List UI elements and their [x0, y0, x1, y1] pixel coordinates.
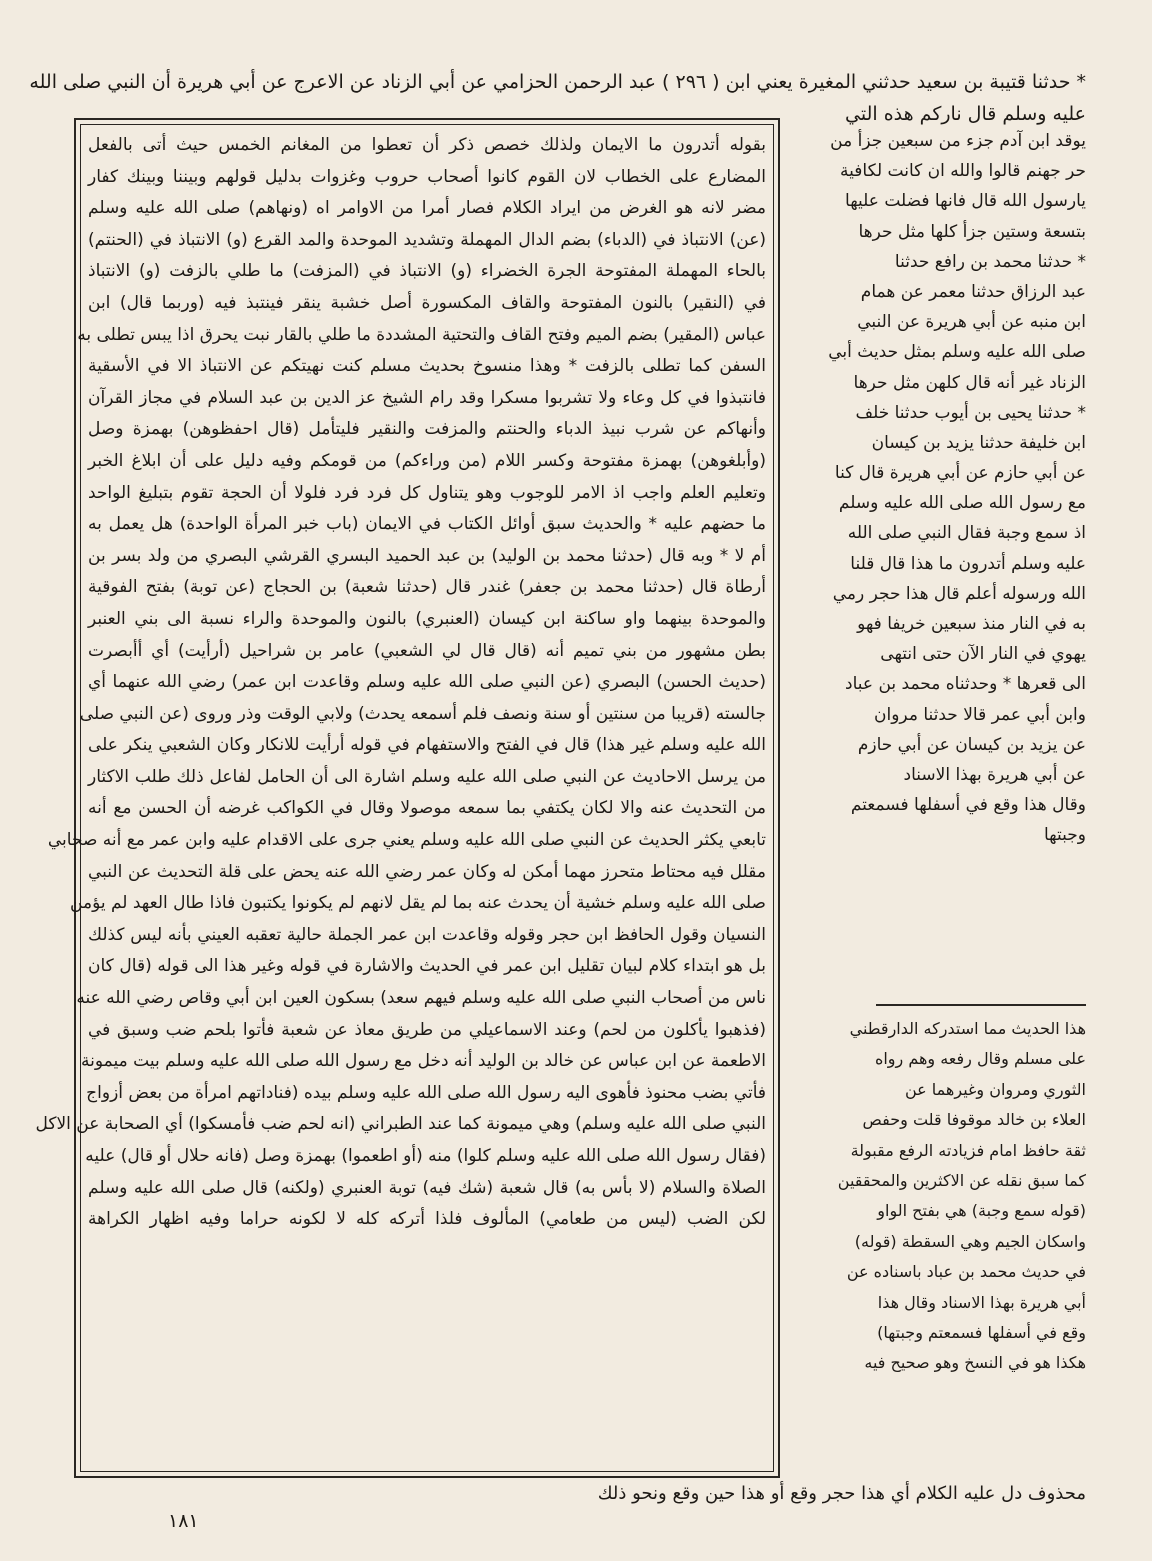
header-line: عليه وسلم قال ناركم هذه التي	[845, 103, 1086, 125]
hadith-line: به في النار منذ سبعين خريفا فهو	[857, 614, 1086, 634]
commentary-line: صلى الله عليه وسلم خشية أن يحدث عنه بما لم يقل لانهم لم يكونوا يكتبون فاذا طال العهد لم يؤمن	[70, 893, 766, 914]
nawawi-line: هكذا هو في النسخ وهو صحيح فيه	[864, 1353, 1086, 1373]
hadith-line: صلى الله عليه وسلم بمثل حديث أبي	[828, 342, 1086, 363]
nawawi-line: (قوله سمع وجبة) هي بفتح الواو	[877, 1201, 1086, 1221]
hadith-line: * حدثنا محمد بن رافع حدثنا	[894, 251, 1086, 272]
hadith-line: عن يزيد بن كيسان عن أبي حازم	[857, 734, 1086, 755]
commentary-line: بقوله أتدرون ما الايمان ولذلك خصص ذكر أن تعطوا من المغانم الخمس حيث أتى بالفعل	[88, 135, 766, 155]
commentary-line: مضر لانه هو الغرض من ايراد الكلام فصار أمرا من الاوامر اه (ونهاهم) صلى الله عليه وسلم	[88, 198, 766, 219]
commentary-line: جالسته (قريبا من سنتين أو سنة ونصف فلم أسمعه يحدث) ولابي الوقت وذر وروى (عن النبي صلى	[79, 703, 766, 724]
commentary-line: (وأبلغوهن) بهمزة مفتوحة وكسر اللام (من وراءكم) من قومكم وفيه دليل على أن ابلاغ الخبر	[88, 450, 766, 471]
nawawi-commentary-column	[837, 1014, 1086, 1379]
hadith-line: مع رسول الله صلى الله عليه وسلم	[838, 493, 1086, 514]
commentary-line: تابعي يكثر الحديث عن النبي صلى الله عليه وسلم يعني جرى على الاقدام عليه وابن عمر مع أنه صحابي	[47, 830, 766, 851]
commentary-line: أرطاة قال (حدثنا محمد بن جعفر) غندر قال (حدثنا شعبة) بن الحجاج (عن توبة) بفتح الفوقية	[88, 577, 766, 598]
hadith-line: عليه وسلم أتدرون ما هذا قال قلنا	[850, 553, 1086, 574]
hadith-line: وابن أبي عمر قالا حدثنا مروان	[874, 704, 1086, 725]
commentary-line: المضارع على الخطاب لان القوم كانوا أصحاب حروب وغزوات بدليل قولهم وبيننا وبينك كفار	[88, 166, 766, 187]
nawawi-line: واسكان الجيم وهي السقطة (قوله)	[854, 1231, 1086, 1251]
hadith-line: يهوي في النار الآن حتى انتهى	[880, 644, 1086, 665]
hadith-line: وقال هذا وقع في أسفلها فسمعتم	[850, 795, 1086, 816]
commentary-line: بالحاء المهملة المفتوحة الجرة الخضراء (و) الانتباذ في (المزفت) ما طلي بالزفت (و) الانتباذ	[88, 261, 766, 282]
commentary-line: النسيان وقول الحافظ ابن حجر وقوله وقاعدت ابن عمر الجملة حالية تعقبه العيني بأنه ليس كذلك	[88, 924, 766, 945]
nawawi-line: هذا الحديث مما استدركه الدارقطني	[849, 1019, 1086, 1038]
commentary-line: (فذهبوا يأكلون من لحم) وعند الاسماعيلي من طريق معاذ عن شعبة فأتوا بلحم ضب وسبق في	[88, 1019, 766, 1040]
hadith-line: الله ورسوله أعلم قال هذا حجر رمي	[832, 583, 1086, 604]
commentary-line: فانتبذوا في كل وعاء ولا تشربوا مسكرا وقد رام الشيخ عز الدين بن عبد السلام في مجاز القرآن	[88, 387, 766, 408]
hadith-line: الى قعرها * وحدثناه محمد بن عباد	[845, 674, 1086, 695]
hadith-line: الزناد غير أنه قال كلهن مثل حرها	[853, 372, 1086, 393]
hadith-line: بتسعة وستين جزأ كلها مثل حرها	[858, 221, 1086, 242]
commentary-line: فأتي بضب محنوذ فأهوى اليه رسول الله صلى الله عليه وسلم بيده (فناداتهم امرأة من بعض أزواج	[86, 1082, 766, 1103]
hadith-line: يوقد ابن آدم جزء من سبعين جزأ من	[830, 131, 1086, 151]
hadith-line: عن أبي هريرة بهذا الاسناد	[903, 764, 1086, 785]
commentary-line: في (النقير) بالنون المفتوحة والقاف المكسورة أصل خشبة ينقر فينتبذ فيه (وربما قال) ابن	[88, 292, 766, 313]
hadith-line: ابن خليفة حدثنا يزيد بن كيسان	[871, 432, 1086, 453]
commentary-line: لكن الضب (ليس من طعامي) المألوف فلذا أتركه كله لا لكونه حراما وفيه اظهار الكراهة	[88, 1209, 766, 1230]
commentary-line: الصلاة والسلام (لا بأس به) قال شعبة (شك فيه) توبة العنبري (ولكنه) قال صلى الله عليه وسلم	[88, 1177, 766, 1198]
column-divider	[876, 1004, 1086, 1006]
nawawi-line: العلاء بن خالد موقوفا قلت وحفص	[862, 1110, 1086, 1130]
commentary-line: ما حضهم عليه * والحديث سبق أوائل الكتاب في الايمان (باب خبر المرأة الواحدة) هل يعمل به	[88, 514, 766, 535]
hadith-line: * حدثنا يحيى بن أيوب حدثنا خلف	[855, 402, 1086, 423]
nawawi-line: أبي هريرة بهذا الاسناد وقال هذا	[877, 1292, 1086, 1312]
commentary-line: ناس من أصحاب النبي صلى الله عليه وسلم فيهم سعد) بسكون العين ابن أبي وقاص رضي الله عنه	[76, 988, 766, 1009]
commentary-line: (حديث الحسن) البصري (عن النبي صلى الله عليه وسلم وقاعدت ابن عمر) رضي الله عنهما أي	[88, 672, 766, 693]
footer-line: محذوف دل عليه الكلام أي هذا حجر وقع أو هذا حين وقع ونحو ذلك	[597, 1483, 1086, 1504]
commentary-line: (فقال رسول الله صلى الله عليه وسلم كلوا) منه (أو اطعموا) بهمزة وصل (فانه حلال أو قال) عليه	[85, 1146, 766, 1166]
commentary-line: الاطعمة عن ابن عباس عن خالد بن الوليد أنه دخل مع رسول الله صلى الله عليه وسلم بيت ميمونة	[81, 1051, 766, 1072]
commentary-line: من التحديث عنه والا لكان يكتفي بما سمعه موصولا وقال في الكواكب غرضه أن الحسن مع أنه	[88, 798, 766, 819]
nawawi-line: في حديث محمد بن عباد باسناده عن	[846, 1262, 1086, 1282]
nawawi-line: على مسلم وقال رفعه وهم رواه	[874, 1049, 1086, 1069]
commentary-line: (عن) الانتباذ في (الدباء) بضم الدال المهملة وتشديد الموحدة والمد القرع (و) الانتباذ في (الحنتم)	[88, 229, 766, 250]
nawawi-line: ثقة حافظ امام فزيادته الرفع مقبولة	[850, 1140, 1086, 1160]
commentary-line: وأنهاكم عن شرب نبيذ الدباء والحنتم والمزفت والنقير فليتأمل (قال احفظوهن) بهمزة وصل	[88, 419, 766, 440]
hadith-line: وجبتها	[1044, 825, 1086, 846]
hadith-line: ابن منبه عن أبي هريرة عن النبي	[857, 312, 1086, 333]
commentary-line: وتعليم العلم واجب اذ الامر للوجوب وهو يتناول كل فرد فرد فلولا أن الحجة تقوم بتبليغ الواحد	[88, 482, 766, 503]
commentary-line: الله عليه وسلم غير هذا) قال في الفتح والاستفهام في قوله أرأيت للانكار وكان الشعبي ينكر على	[88, 735, 766, 756]
hadith-line: حر جهنم قالوا والله ان كانت لكافية	[840, 161, 1086, 182]
page-number: ١٨١	[168, 1510, 199, 1532]
hadith-column	[828, 126, 1086, 851]
commentary-line: بل هو ابتداء كلام لبيان تقليل ابن عمر في الحديث والاشارة في قوله وغير هذا الى قوله (قال كان	[88, 956, 766, 977]
hadith-line: يارسول الله قال فانها فضلت عليها	[845, 191, 1086, 212]
commentary-line: بطن مشهور من بني تميم أنه (قال قال لي الشعبي) عامر بن شراحيل (أرأيت) أي أأبصرت	[88, 640, 766, 661]
nawawi-line: كما سبق نقله عن الاكثرين والمحققين	[837, 1170, 1086, 1190]
commentary-line: أم لا * وبه قال (حدثنا محمد بن الوليد) بن عبد الحميد البسري القرشي البصري من ولد بسر بن	[88, 545, 766, 566]
commentary-line: مقلل فيه محتاط متحرز مهما أمكن له وكان عمر رضي الله عنه يحض على قلة التحديث عن النبي	[88, 861, 766, 882]
commentary-text	[35, 130, 766, 1236]
commentary-line: من يرسل الاحاديث عن النبي صلى الله عليه وسلم اشارة الى أن الحامل لفاعل ذلك طلب الاكثار	[88, 766, 766, 787]
commentary-frame	[35, 118, 780, 1478]
commentary-line: النبي صلى الله عليه وسلم) وهي ميمونة كما عند الطبراني (انه لحم ضب فأمسكوا) أي الصحابة عن الاكل	[35, 1114, 766, 1135]
commentary-line: عباس (المقير) بضم الميم وفتح القاف والتحتية المشددة ما طلي بالقار نبت يحرق اذا يبس تطلى به	[77, 324, 766, 345]
nawawi-line: وقع في أسفلها فسمعتم وجبتها)	[877, 1322, 1086, 1342]
hadith-line: اذ سمع وجبة فقال النبي صلى الله	[847, 523, 1086, 544]
header-line: * حدثنا قتيبة بن سعيد حدثني المغيرة يعني ابن ( ٢٩٦ ) عبد الرحمن الحزامي عن أبي الزناد عن الاعرج عن أبي هريرة أن النبي صلى الله	[29, 71, 1086, 93]
hadith-line: عن أبي حازم عن أبي هريرة قال كنا	[834, 463, 1086, 484]
commentary-line: والموحدة بينهما واو ساكنة ابن كيسان (العنبري) بالنون والموحدة والراء نسبة الى بني العنبر	[88, 608, 766, 629]
commentary-line: السفن كما تطلى بالزفت * وهذا منسوخ بحديث مسلم كنت نهيتكم عن الانتباذ الا في الأسقية	[88, 356, 766, 377]
hadith-line: عبد الرزاق حدثنا معمر عن همام	[860, 281, 1086, 302]
nawawi-line: الثوري ومروان وغيرهما عن	[904, 1079, 1086, 1099]
